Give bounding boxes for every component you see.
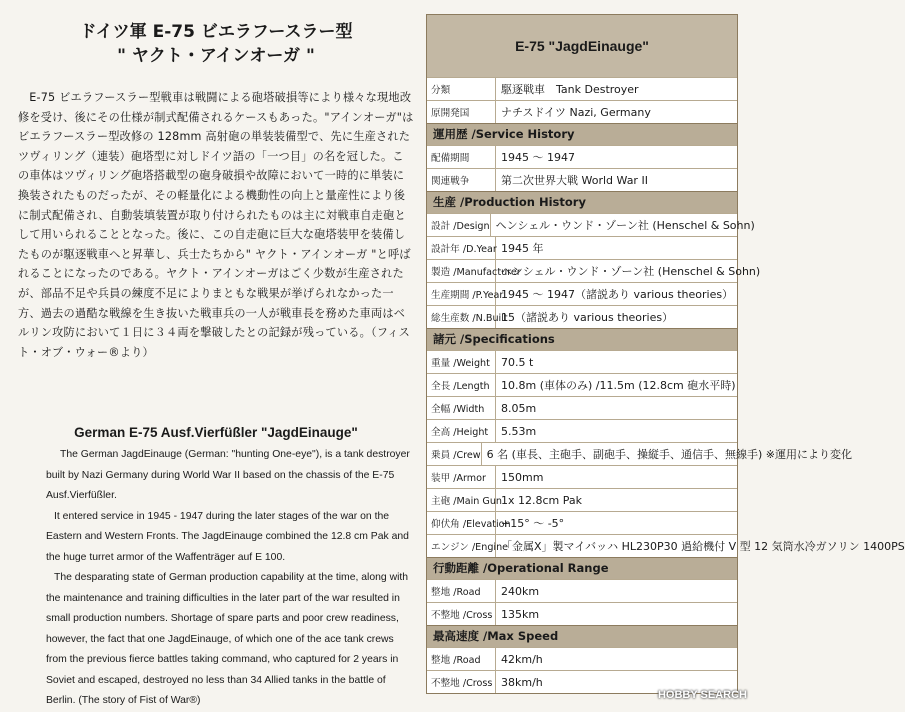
table-row: 分類 駆逐戦車 Tank Destroyer	[427, 77, 737, 100]
section-production-history: 生産 /Production History	[427, 191, 737, 213]
table-row: 主砲 /Main Gun 1x 12.8cm Pak	[427, 488, 737, 511]
en-paragraph-2: It entered service in 1945 - 1947 during the later stages of the war on the Eastern and Western Fronts. The JagdEinauge combined the 12.8 cm Pak and the huge turret armor of the Waffenträger auf E 100.	[46, 510, 409, 563]
table-row: 不整地 /Cross 38km/h	[427, 670, 737, 693]
en-title: German E-75 Ausf.Vierfüßler "JagdEinauge"	[74, 425, 358, 440]
table-row: 乗員 /Crew 6 名 (車長、主砲手、副砲手、操縦手、通信手、無線手) ※運用により変化	[427, 442, 737, 465]
table-row: 原開発国 ナチスドイツ Nazi, Germany	[427, 100, 737, 123]
table-row: 整地 /Road 240km	[427, 579, 737, 602]
en-body	[46, 445, 416, 712]
table-row: 製造 /Manufacturer ヘンシェル・ウンド・ゾーン社 (Henschel & Sohn)	[427, 259, 737, 282]
section-operational-range: 行動距離 /Operational Range	[427, 557, 737, 579]
table-row: 設計年 /D.Year 1945 年	[427, 236, 737, 259]
en-paragraph-1: The German JagdEinauge (German: "hunting One-eye"), is a tank destroyer built by Nazi Germany during World War II based on the chassis of the E-75 Ausf.Vierfüßler.	[46, 449, 410, 501]
table-row: 全長 /Length 10.8m (車体のみ) /11.5m (12.8cm 砲水平時)	[427, 373, 737, 396]
section-specifications: 諸元 /Specifications	[427, 328, 737, 350]
table-row: 設計 /Design ヘンシェル・ウンド・ゾーン社 (Henschel & Sohn)	[427, 213, 737, 236]
table-row: 整地 /Road 42km/h	[427, 647, 737, 670]
jp-body: E-75 ビエラフースラー型戦車は戦闘による砲塔破損等により様々な現地改修を受け、後にその仕様が制式配備されるケースもあった。"アインオーガ"はビエラフースラー型改修の 128mm 高射砲の単装装備型で、先に生産されたツヴィリング（連装）砲塔型に対しドイツ語の「一つ目」の名を冠した。この車体はツヴィリング砲塔搭載型の砲身破損や故障において一時的に単装に換装されたものだったが、その軽量化による機動性の向上と量産性により後に制式配備され、自動装填装置が取り付けられたものは主に対戦車自走砲として用いられることとなった。後に、この自走砲に巨大な砲塔装甲を装備したものが駆逐戦車へと昇華し、兵士たちから" ヤクト・アインオーガ "と呼ばれることになったのである。ヤクト・アインオーガはごく少数が生産されたが、部品不足や兵員の練度不足によりまともな戦果が挙げられなかった一方、過去の過酷な戦線を生き抜いた戦車兵の一人が戦車長を務めた車両はベルリン攻防において１日に３４両を撃破したとの記録が残っている。（フィスト・オブ・ウォー®より）	[18, 91, 414, 359]
jp-title-line1: ドイツ軍 E-75 ビエラフースラー型	[79, 22, 353, 42]
section-max-speed: 最高速度 /Max Speed	[427, 625, 737, 647]
table-row: 関連戦争 第二次世界大戦 World War II	[427, 168, 737, 191]
table-row: 配備期間 1945 〜 1947	[427, 145, 737, 168]
table-row: エンジン /Engine 「金属X」製マイバッハ HL230P30 過給機付 V 型 12 気筒水冷ガソリン 1400PS	[427, 534, 737, 557]
table-row: 重量 /Weight 70.5 t	[427, 350, 737, 373]
section-service-history: 運用歴 /Service History	[427, 123, 737, 145]
table-row: 総生産数 /N.Built 15（諸説あり various theories）	[427, 305, 737, 328]
table-row: 不整地 /Cross 135km	[427, 602, 737, 625]
table-row: 全幅 /Width 8.05m	[427, 396, 737, 419]
watermark: HOBBY SEARCH	[657, 689, 747, 701]
table-row: 全高 /Height 5.53m	[427, 419, 737, 442]
table-row: 生産期間 /P.Year 1945 〜 1947（諸説あり various theories）	[427, 282, 737, 305]
spec-table	[426, 14, 905, 694]
japanese-section	[18, 20, 414, 362]
en-paragraph-3: The desparating state of German production capability at the time, along with the maintenance and training difficulties in the later part of the war resulted in small production numbers. Shortage of spare parts and poor crew readiness, however, the fact that one JagdEinauge, of which one of the ace tank crews from the previous fierce battles taking command, who captured for 2 years in Soviet and escaped, destroyed no less than 34 Allied tanks in the battle of Berlin. (The story of Fist of War®)	[46, 572, 409, 706]
table-row: 装甲 /Armor 150mm	[427, 465, 737, 488]
spec-table-header: E-75 "JagdEinauge"	[427, 15, 737, 77]
table-row: 仰伏角 /Elevation +15° 〜 -5°	[427, 511, 737, 534]
jp-title-line2: " ヤクト・アインオーガ "	[117, 46, 315, 66]
